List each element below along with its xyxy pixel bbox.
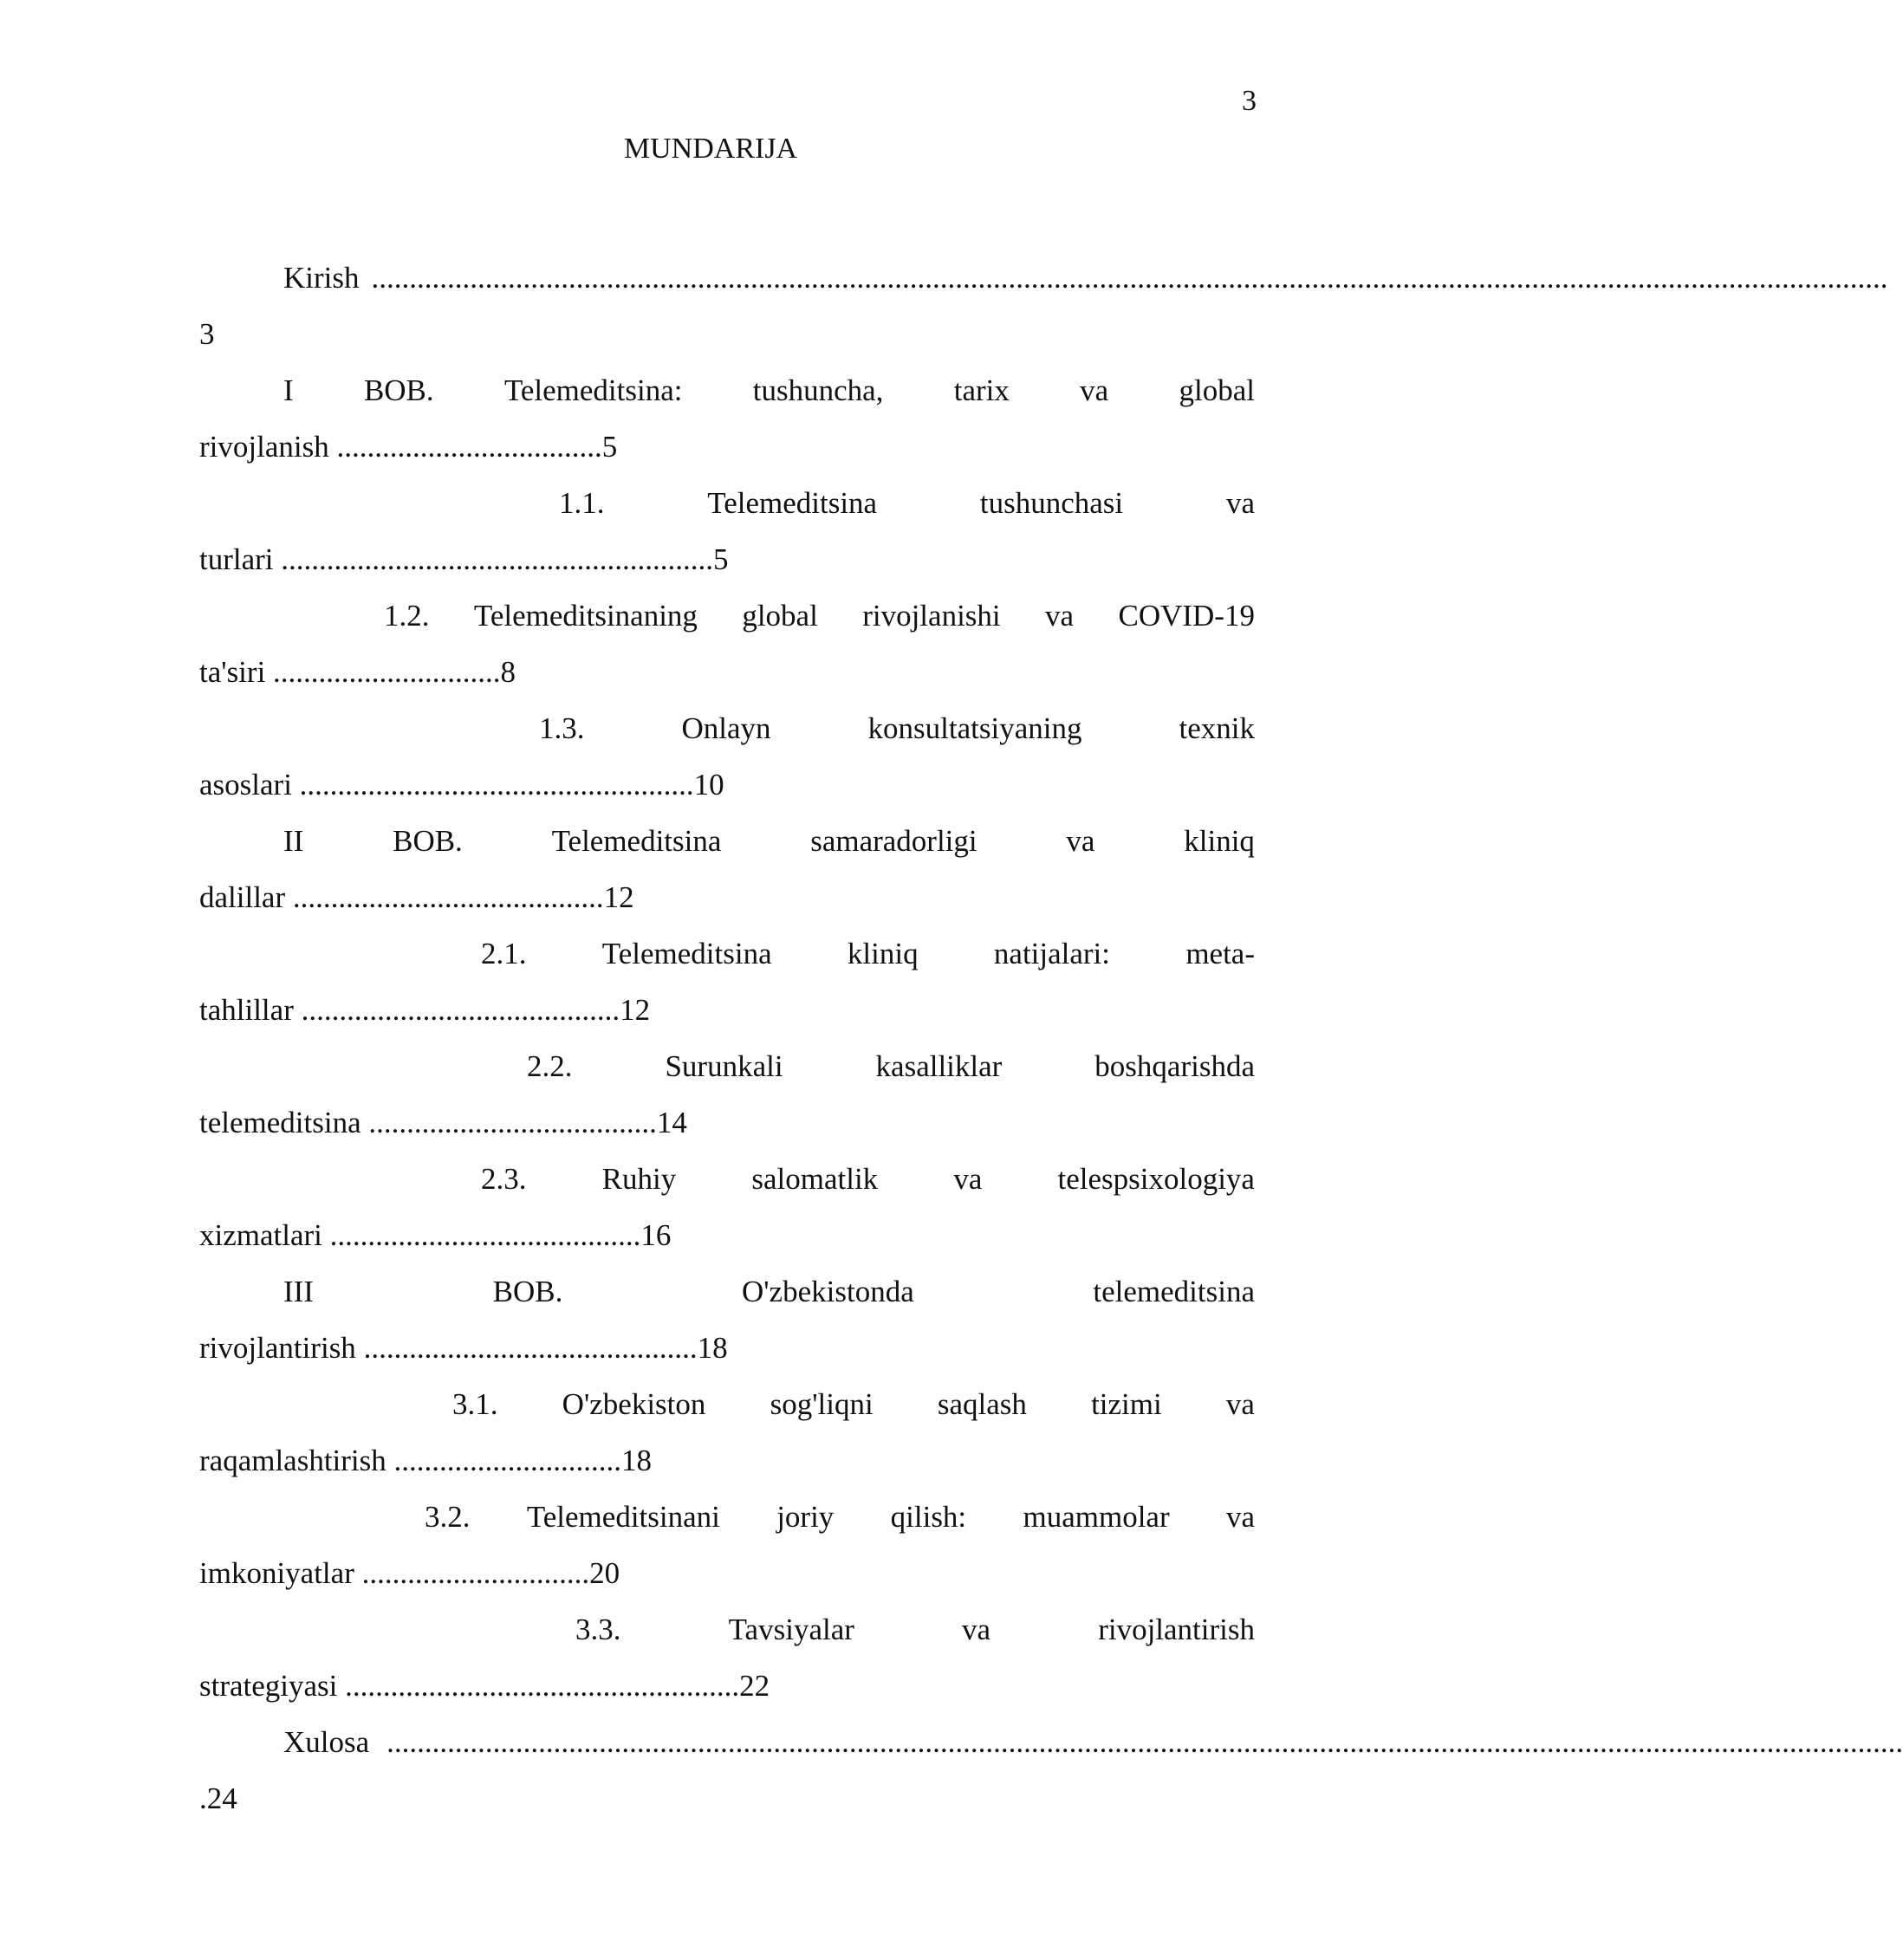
toc-word: Telemeditsinani [526,1500,720,1534]
toc-entry-continuation [199,1545,1255,1601]
toc-entry-page: 18 [621,1444,653,1477]
toc-word: va [1080,373,1109,407]
toc-word: I [283,373,294,407]
toc-entry-chapter-2 [199,813,1255,869]
toc-word: telemeditsina [1093,1275,1255,1308]
toc-word: meta- [1185,937,1255,970]
dot-leader: .......................................... [301,993,620,1027]
page-title: MUNDARIJA [623,133,798,165]
toc-word: BOB. [393,824,463,858]
toc-word: va [1045,599,1075,633]
toc-word: joriy [776,1500,835,1534]
toc-entry-page: 12 [603,880,634,914]
toc-word: va [1066,824,1095,858]
table-of-contents [199,250,1903,1827]
toc-word: Tavsiyalar [728,1613,854,1646]
toc-word: BOB. [492,1275,563,1308]
toc-word: Telemeditsina [601,937,772,970]
toc-word: Telemeditsina [707,486,878,520]
toc-word: O'zbekistonda [741,1275,914,1308]
toc-entry-conclusion [199,1714,1903,1770]
toc-entry-intro [199,250,1888,306]
toc-word: imkoniyatlar [199,1556,354,1590]
toc-word: xizmatlari [199,1218,322,1252]
dot-leader: .................................................... [345,1669,740,1703]
toc-entry-continuation [199,982,1255,1038]
dot-leader: ........................................................................................................................................................................................................ [371,261,1888,295]
toc-entry-continuation [199,869,1255,925]
toc-entry-section-1-2 [199,587,1255,644]
toc-word: strategiyasi [199,1669,338,1703]
toc-entry-page: 8 [500,655,516,689]
toc-word: saqlash [937,1387,1027,1421]
toc-word: Telemeditsinaning [473,599,698,633]
toc-word: va [1225,486,1255,520]
toc-word: III [283,1275,314,1308]
toc-word: raqamlashtirish [199,1444,386,1477]
toc-entry-chapter-3 [199,1263,1255,1320]
toc-entry-continuation [199,1207,1255,1263]
toc-entry-page: 5 [601,430,618,464]
toc-word: va [962,1613,991,1646]
toc-word: 1.2. [384,599,430,633]
dot-leader: ......................................................... [281,542,714,576]
toc-word: boshqarishda [1094,1049,1255,1083]
toc-entry-section-2-2 [199,1038,1255,1094]
toc-entry-page: 10 [693,768,724,802]
toc-entry-page: 5 [713,542,729,576]
toc-word: tushunchasi [979,486,1124,520]
page-number: 3 [1242,85,1257,117]
toc-entry-label: Xulosa [283,1725,370,1759]
toc-word: kasalliklar [875,1049,1003,1083]
toc-entry-continuation [199,1320,1255,1376]
toc-entry-section-3-3 [199,1601,1255,1658]
toc-word: 2.3. [481,1162,527,1196]
toc-word: muammolar [1023,1500,1170,1534]
toc-entry-label: Kirish [283,261,360,295]
toc-word: rivojlanishi [862,599,1001,633]
toc-word: tizimi [1091,1387,1162,1421]
toc-word: 2.1. [481,937,527,970]
toc-word: 1.1. [559,486,605,520]
toc-entry-page: .24 [199,1782,237,1815]
toc-entry-continuation [199,419,1255,475]
toc-entry-continuation [199,531,1255,587]
toc-word: 2.2. [527,1049,573,1083]
toc-word: 3.3. [575,1613,621,1646]
toc-entry-section-2-1 [199,925,1255,982]
toc-word: Surunkali [665,1049,783,1083]
toc-word: va [1225,1387,1255,1421]
toc-entry-section-3-2 [199,1489,1255,1545]
toc-word: 3.2. [425,1500,471,1534]
dot-leader: .............................. [361,1556,590,1590]
toc-word: kliniq [847,937,919,970]
toc-word: O'zbekiston [562,1387,706,1421]
toc-entry-page: 12 [620,993,651,1027]
toc-word: samaradorligi [810,824,977,858]
toc-word: Telemeditsina [551,824,722,858]
toc-word: Ruhiy [601,1162,677,1196]
toc-word: qilish: [890,1500,967,1534]
toc-word: telemeditsina [199,1106,361,1139]
toc-word: konsultatsiyaning [867,711,1082,745]
toc-entry-continuation [199,756,1255,813]
toc-word: rivojlanish [199,430,329,464]
toc-word: 1.3. [539,711,585,745]
toc-word: dalillar [199,880,286,914]
toc-word: telespsixologiya [1057,1162,1255,1196]
toc-entry-page: 14 [656,1106,687,1139]
toc-entry-continuation [199,644,1255,700]
toc-entry-section-1-1 [199,475,1255,531]
toc-word: 3.1. [452,1387,498,1421]
toc-word: turlari [199,542,274,576]
dot-leader: .............................. [273,655,501,689]
dot-leader: ......................................... [329,1218,641,1252]
dot-leader: ........................................................................................................................................................................................................ [386,1725,1903,1759]
toc-word: COVID-19 [1118,599,1255,633]
toc-entry-section-3-1 [199,1376,1255,1432]
toc-word: texnik [1179,711,1255,745]
toc-word: sog'liqni [770,1387,874,1421]
toc-word: BOB. [363,373,434,407]
toc-entry-continuation [199,1658,1255,1714]
toc-word: rivojlantirish [1098,1613,1255,1646]
toc-word: Telemeditsina: [503,373,683,407]
toc-word: tarix [953,373,1010,407]
toc-entry-continuation [199,1432,1255,1489]
toc-entry-continuation [199,1094,1255,1151]
toc-word: ta'siri [199,655,266,689]
toc-entry-section-2-3 [199,1151,1255,1207]
toc-entry-page: 3 [199,317,215,351]
dot-leader: .................................................... [299,768,694,802]
toc-entry-chapter-1 [199,362,1255,419]
toc-word: asoslari [199,768,292,802]
toc-entry-page: 20 [589,1556,620,1590]
dot-leader: ................................... [336,430,602,464]
dot-leader: ...................................... [368,1106,657,1139]
toc-entry-section-1-3 [199,700,1255,756]
dot-leader: ......................................... [292,880,604,914]
toc-word: natijalari: [993,937,1111,970]
toc-word: tahlillar [199,993,294,1027]
toc-word: Onlayn [681,711,771,745]
toc-word: kliniq [1184,824,1255,858]
toc-entry-page: 16 [640,1218,672,1252]
toc-entry-page: 22 [739,1669,770,1703]
toc-word: va [1225,1500,1255,1534]
toc-word: global [1179,373,1255,407]
toc-word: tushuncha, [752,373,884,407]
toc-word: global [742,599,818,633]
toc-word: va [953,1162,983,1196]
dot-leader: ............................................ [363,1331,698,1365]
toc-entry-page: 18 [697,1331,728,1365]
toc-word: rivojlantirish [199,1331,356,1365]
toc-word: II [283,824,304,858]
dot-leader: .............................. [393,1444,622,1477]
toc-word: salomatlik [751,1162,879,1196]
